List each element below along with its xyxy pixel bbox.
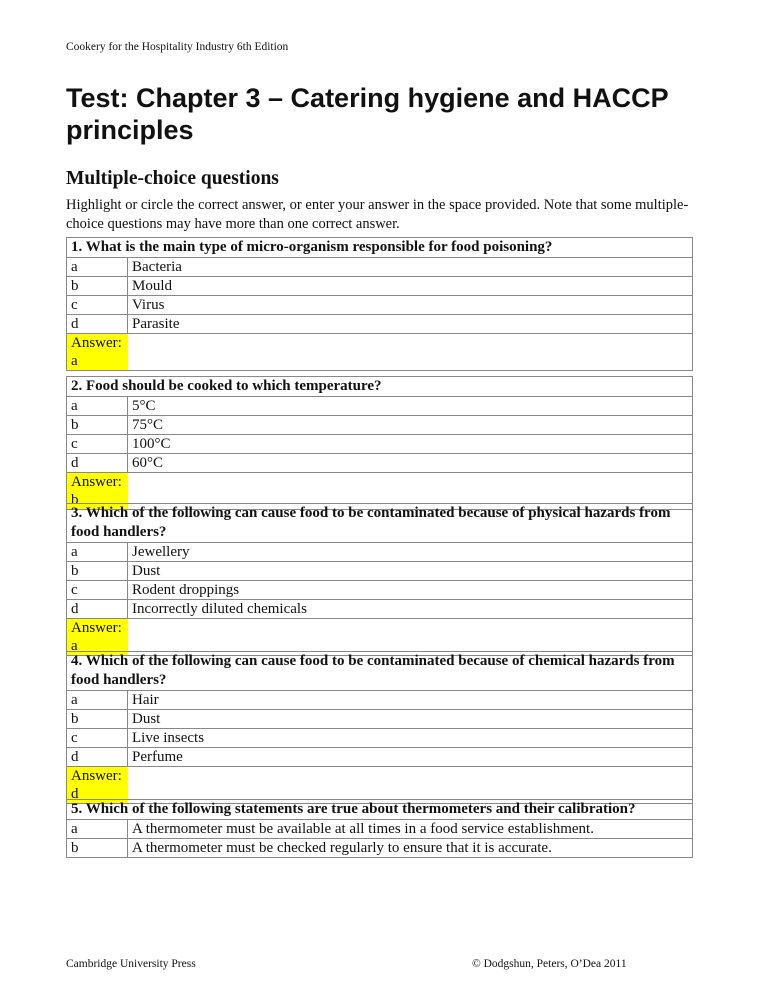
option-row[interactable] (67, 562, 693, 581)
footer-copyright: © Dodgshun, Peters, O’Dea 2011 (472, 958, 627, 970)
question-text: 3. Which of the following can cause food to be contaminated because of physical hazards from food handlers? (67, 504, 693, 543)
question-table (66, 799, 693, 858)
option-row[interactable] (67, 315, 693, 334)
option-letter: d (67, 454, 128, 473)
option-letter: c (67, 435, 128, 454)
option-row[interactable] (67, 820, 693, 839)
option-text: Virus (128, 296, 693, 315)
option-row[interactable] (67, 397, 693, 416)
question-text: 4. Which of the following can cause food to be contaminated because of chemical hazards from food handlers? (67, 652, 693, 691)
question-text: 5. Which of the following statements are true about thermometers and their calibration? (67, 800, 693, 820)
question-text: 1. What is the main type of micro-organism responsible for food poisoning? (67, 238, 693, 258)
option-text: Rodent droppings (128, 581, 693, 600)
option-text: Dust (128, 710, 693, 729)
option-row[interactable] (67, 839, 693, 858)
option-text: Bacteria (128, 258, 693, 277)
question-text: 2. Food should be cooked to which temperature? (67, 377, 693, 397)
option-text: Hair (128, 691, 693, 710)
option-text: 5°C (128, 397, 693, 416)
footer-publisher: Cambridge University Press (66, 958, 196, 970)
running-header: Cookery for the Hospitality Industry 6th Edition (66, 41, 289, 53)
question-table (66, 376, 693, 510)
option-row[interactable] (67, 435, 693, 454)
option-letter: d (67, 315, 128, 334)
option-letter: a (67, 691, 128, 710)
option-letter: b (67, 710, 128, 729)
option-text: Jewellery (128, 543, 693, 562)
option-text: Dust (128, 562, 693, 581)
option-letter: d (67, 748, 128, 767)
option-letter: d (67, 600, 128, 619)
option-row[interactable] (67, 277, 693, 296)
option-row[interactable] (67, 258, 693, 277)
option-text: Perfume (128, 748, 693, 767)
option-text: A thermometer must be checked regularly to ensure that it is accurate. (128, 839, 693, 858)
option-text: Incorrectly diluted chemicals (128, 600, 693, 619)
instructions: Highlight or circle the correct answer, or enter your answer in the space provided. Note that some multiple-choice questions may have more than one correct answer. (66, 197, 689, 232)
option-text: Mould (128, 277, 693, 296)
option-letter: a (67, 258, 128, 277)
option-letter: a (67, 397, 128, 416)
option-letter: c (67, 729, 128, 748)
option-row[interactable] (67, 729, 693, 748)
option-letter: b (67, 839, 128, 858)
option-text: Live insects (128, 729, 693, 748)
option-row[interactable] (67, 416, 693, 435)
option-letter: a (67, 820, 128, 839)
option-text: 75°C (128, 416, 693, 435)
option-row[interactable] (67, 296, 693, 315)
option-text: Parasite (128, 315, 693, 334)
option-row[interactable] (67, 600, 693, 619)
answer-highlight: Answer: a (67, 619, 128, 655)
option-letter: b (67, 562, 128, 581)
option-letter: b (67, 277, 128, 296)
option-letter: c (67, 296, 128, 315)
option-letter: c (67, 581, 128, 600)
page-title: Test: Chapter 3 – Catering hygiene and HACCP principles (66, 83, 669, 145)
option-row[interactable] (67, 543, 693, 562)
option-text: 60°C (128, 454, 693, 473)
option-row[interactable] (67, 710, 693, 729)
option-row[interactable] (67, 581, 693, 600)
section-heading: Multiple-choice questions (66, 168, 279, 189)
answer-highlight: Answer: a (67, 334, 128, 370)
question-table (66, 237, 693, 371)
answer-highlight: Answer: b (67, 473, 128, 509)
option-letter: b (67, 416, 128, 435)
question-table (66, 503, 693, 656)
option-row[interactable] (67, 691, 693, 710)
option-letter: a (67, 543, 128, 562)
answer-highlight: Answer: d (67, 767, 128, 803)
option-row[interactable] (67, 748, 693, 767)
option-row[interactable] (67, 454, 693, 473)
option-text: 100°C (128, 435, 693, 454)
question-table (66, 651, 693, 804)
option-text: A thermometer must be available at all times in a food service establishment. (128, 820, 693, 839)
